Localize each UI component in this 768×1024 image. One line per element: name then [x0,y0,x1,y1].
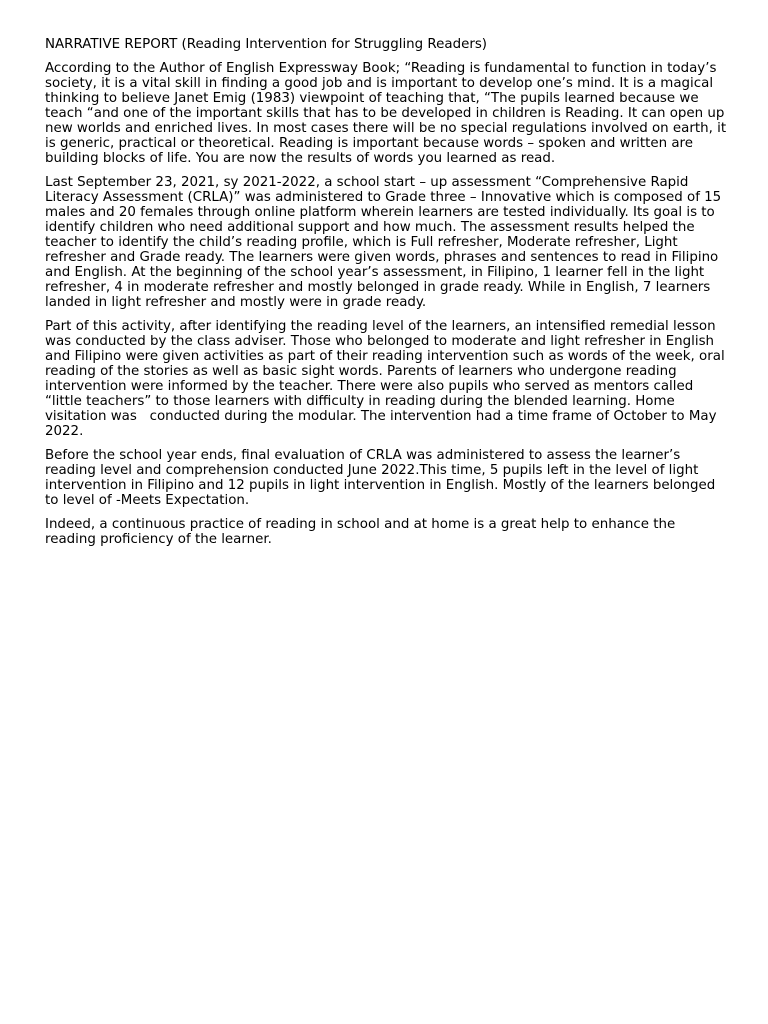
paragraph-final-evaluation: Before the school year ends, final evaluation of CRLA was administered to assess the learner’s reading level and comprehension conducted June 2022.This time, 5 pupils left in the level of light intervention in Filipino and 12 pupils in light intervention in English. Mostly of the learners belonged to level of -Meets Expectation. [45,448,720,508]
paragraph-introduction: According to the Author of English Expressway Book; “Reading is fundamental to function in today’s society, it is a vital skill in finding a good job and is important to develop one’s mind. It is a magical thinking to believe Janet Emig (1983) viewpoint of teaching that, “The pupils learned because we teach “and one of the important skills that has to be developed in children is Reading. It can open up new worlds and enriched lives. In most cases there will be no special regulations involved on earth, it is generic, practical or theoretical. Reading is important because words – spoken and written are building blocks of life. You are now the results of words you learned as read. [45,61,731,166]
paragraph-intervention: Part of this activity, after identifying the reading level of the learners, an intensified remedial lesson was conducted by the class adviser. Those who belonged to moderate and light refresher in English and Filipino were given activities as part of their reading intervention such as words of the week, oral reading of the stories as well as basic sight words. Parents of learners who undergone reading intervention were informed by the teacher. There were also pupils who served as mentors called “little teachers” to those learners with difficulty in reading during the blended learning. Home visitation was conducted during the modular. The intervention had a time frame of October to May 2022. [45,319,729,439]
document-title: NARRATIVE REPORT (Reading Intervention for Struggling Readers) [45,37,488,52]
document-page [45,37,731,556]
paragraph-conclusion: Indeed, a continuous practice of reading in school and at home is a great help to enhance the reading proficiency of the learner. [45,517,680,547]
paragraph-assessment: Last September 23, 2021, sy 2021-2022, a school start – up assessment “Comprehensive Rapid Literacy Assessment (CRLA)” was administered to Grade three – Innovative which is composed of 15 males and 20 females through online platform wherein learners are tested individually. Its goal is to identify children who need additional support and how much. The assessment results helped the teacher to identify the child’s reading profile, which is Full refresher, Moderate refresher, Light refresher and Grade ready. The learners were given words, phrases and sentences to read in Filipino and English. At the beginning of the school year’s assessment, in Filipino, 1 learner fell in the light refresher, 4 in moderate refresher and mostly belonged in grade ready. While in English, 7 learners landed in light refresher and mostly were in grade ready. [45,175,726,310]
